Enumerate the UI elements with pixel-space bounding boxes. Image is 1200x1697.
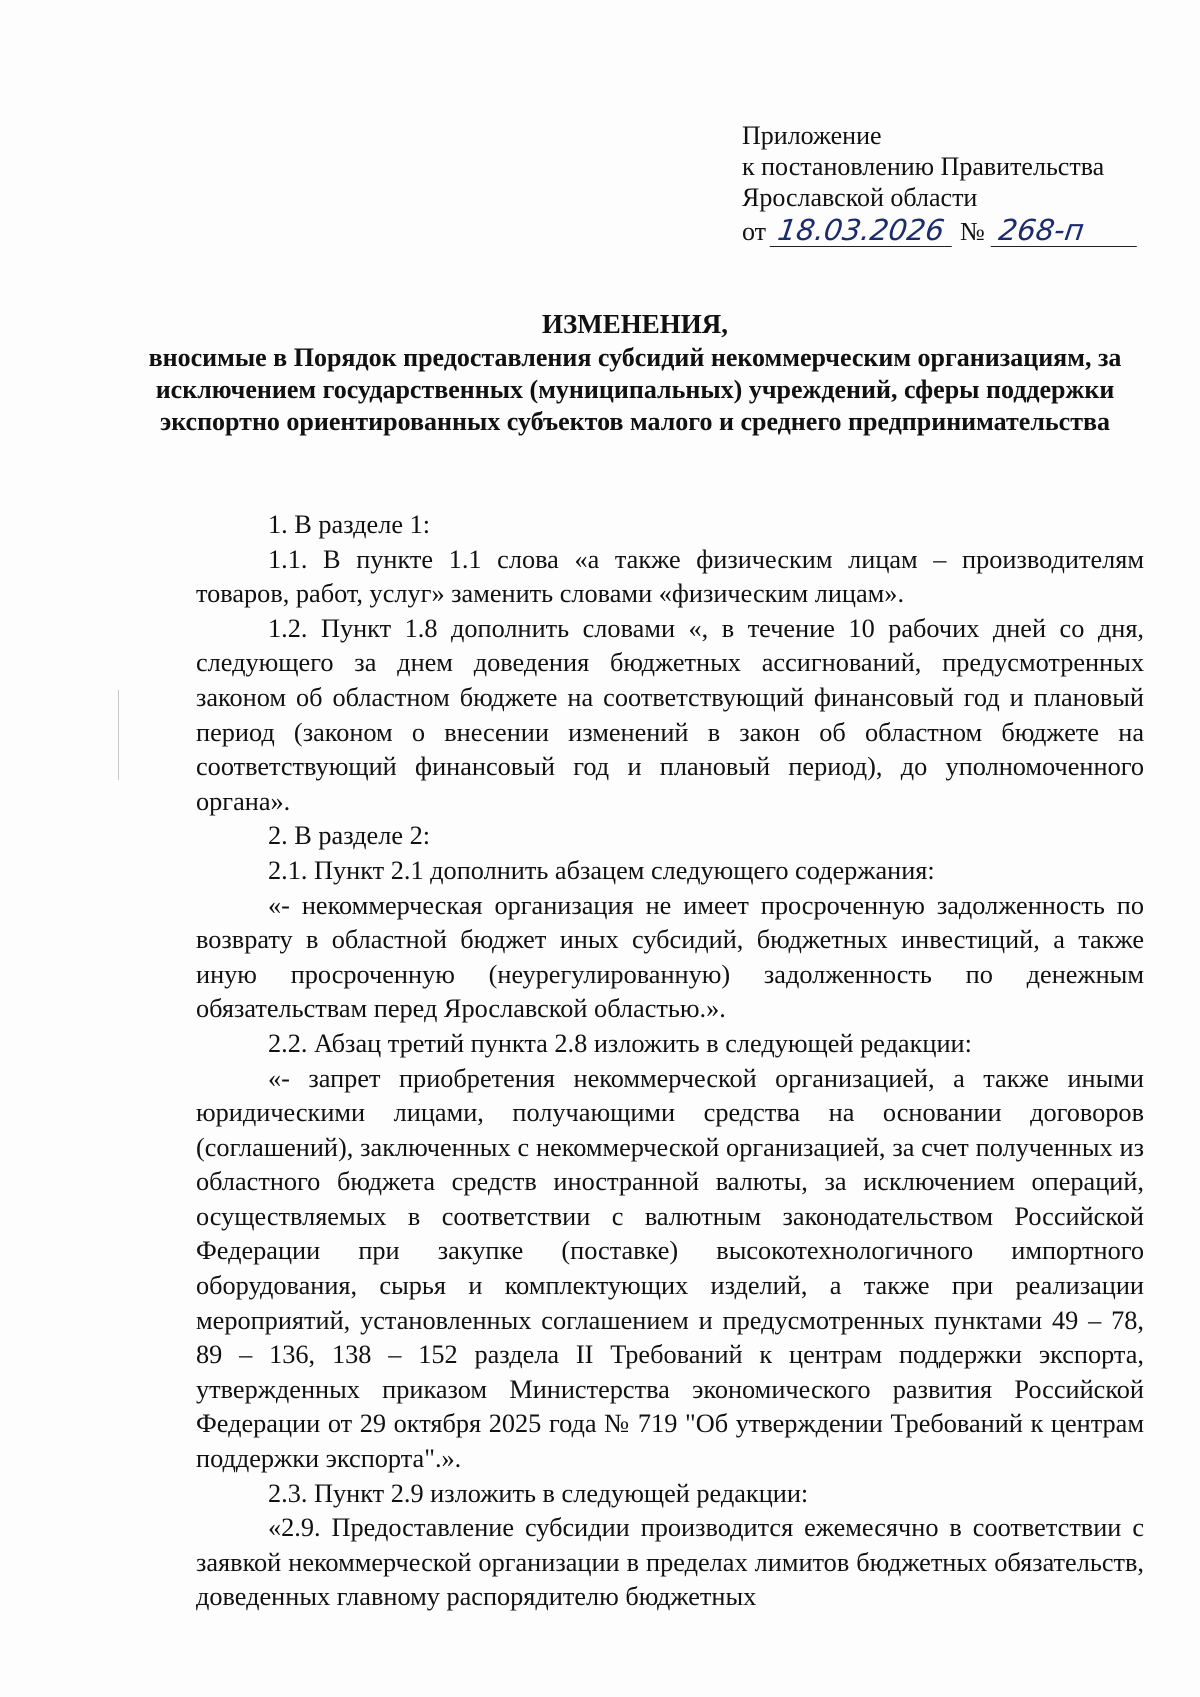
scan-margin-mark xyxy=(118,690,119,780)
paragraph: 2.3. Пункт 2.9 изложить в следующей редакции: xyxy=(268,1478,809,1508)
paragraph: «2.9. Предоставление субсидии производится ежемесячно в соответствии с заявкой некоммерческой организации в пределах лимитов бюджетных обязательств, доведенных главному распорядителю бюджетных xyxy=(196,1513,1144,1612)
appendix-label: Приложение xyxy=(742,121,882,150)
title-main: ИЗМЕНЕНИЯ, xyxy=(541,309,728,339)
decree-date-number-line xyxy=(742,213,1162,247)
appendix-header xyxy=(742,120,1162,247)
document-title xyxy=(140,308,1130,438)
paragraph: 2. В разделе 2: xyxy=(268,821,431,851)
title-subtitle: вносимые в Порядок предоставления субсидий некоммерческим организациям, за исключением государственных (муниципальных) учреждений, сферы поддержки экспортно ориентированных субъектов малого и среднего предпринимательства xyxy=(148,343,1122,436)
paragraph: «- некоммерческая организация не имеет просроченную задолженность по возврату в областной бюджет иных субсидий, бюджетных инвестиций, а также иную просроченную (неурегулированную) задолженность по денежным обязательствам перед Ярославской областью.». xyxy=(196,890,1144,1024)
appendix-decree-ref: к постановлению Правительства xyxy=(742,152,1105,181)
handwritten-date: 18.03.2026 xyxy=(770,214,957,247)
handwritten-number: 268-п xyxy=(991,214,1142,247)
paragraph: «- запрет приобретения некоммерческой организацией, а также иными юридическими лицами, получающими средства на основании договоров (соглашений), заключенных с некоммерческой организацией, за счет полученных из областного бюджета средств иностранной валюты, за исключением операций, осуществляемых в соответствии с валютным законодательством Российской Федерации при закупке (поставке) высокотехнологичного импортного оборудования, сырья и комплектующих изделий, а также при реализации мероприятий, установленных соглашением и предусмотренных пунктами 49 – 78, 89 – 136, 138 – 152 раздела II Требований к центрам поддержки экспорта, утвержденных приказом Министерства экономического развития Российской Федерации от 29 октября 2025 года № 719 "Об утверждении Требований к центрам поддержки экспорта".». xyxy=(196,1063,1144,1474)
document-body xyxy=(196,508,1144,1615)
paragraph: 1.2. Пункт 1.8 дополнить словами «, в течение 10 рабочих дней со дня, следующего за днем доведения бюджетных ассигнований, предусмотренных законом об областном бюджете на соответствующий финансовый год и плановый период (законом о внесении изменений в закон об областном бюджете на соответствующий финансовый год и плановый период), до уполномоченного органа». xyxy=(196,613,1144,816)
appendix-region: Ярославской области xyxy=(742,183,978,212)
date-prefix: от xyxy=(742,217,767,246)
paragraph: 1. В разделе 1: xyxy=(268,510,431,539)
paragraph: 1.1. В пункте 1.1 слова «а также физическим лицам – производителям товаров, работ, услуг» заменить словами «физическим лицам». xyxy=(196,544,1144,609)
paragraph: 2.2. Абзац третий пункта 2.8 изложить в следующей редакции: xyxy=(268,1028,972,1058)
paragraph: 2.1. Пункт 2.1 дополнить абзацем следующего содержания: xyxy=(268,855,935,885)
number-sign: № xyxy=(960,217,985,246)
